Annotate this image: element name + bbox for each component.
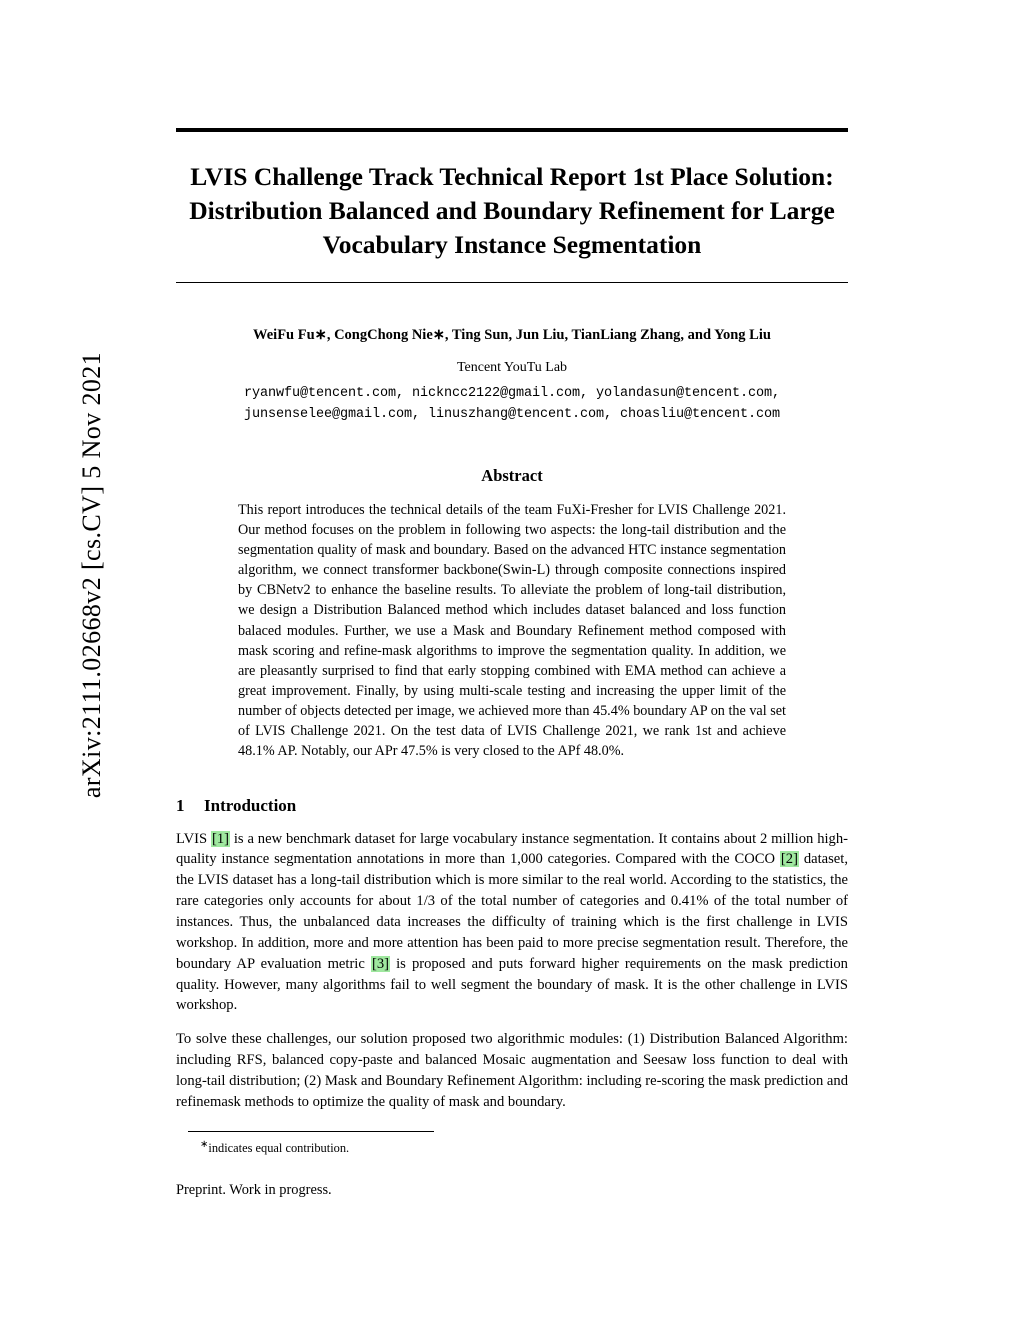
email-block xyxy=(176,384,848,426)
page-title: LVIS Challenge Track Technical Report 1st Place Solution: Distribution Balanced and Boundary Refinement for Large Vocabulary Instance Segmentation xyxy=(189,162,835,259)
citation-link-1[interactable]: [1] xyxy=(211,830,229,847)
email-line-2: junsenselee@gmail.com, linuszhang@tencent.com, choasliu@tencent.com xyxy=(243,406,781,422)
section-heading-introduction xyxy=(176,796,848,816)
arxiv-stamp: arXiv:2111.02668v2 [cs.CV] 5 Nov 2021 xyxy=(77,351,106,799)
title-rule-thin xyxy=(176,282,848,283)
email-line-1: ryanwfu@tencent.com, nickncc2122@gmail.com, yolandasun@tencent.com, xyxy=(243,385,781,401)
intro-paragraph-1 xyxy=(176,829,848,1017)
intro-p1-part-b: is a new benchmark dataset for large vocabulary instance segmentation. It contains about 2 million high-quality instance segmentation annotations in more than 1,000 categories. Compared with the COCO xyxy=(176,830,848,868)
preprint-note: Preprint. Work in progress. xyxy=(176,1181,332,1198)
footnote-separator xyxy=(188,1131,434,1132)
footnote-marker: ∗ xyxy=(200,1138,209,1150)
author-list: WeiFu Fu∗, CongChong Nie∗, Ting Sun, Jun Liu, TianLiang Zhang, and Yong Liu xyxy=(253,326,771,343)
intro-p1-part-d: is proposed and puts forward higher requirements on the mask prediction quality. However, many algorithms fail to well segment the boundary of mask. It is the other challenge in LVIS workshop. xyxy=(176,955,848,1014)
citation-link-2[interactable]: [2] xyxy=(780,851,798,868)
section-number: 1 xyxy=(176,795,185,815)
intro-p1-part-c: dataset, the LVIS dataset has a long-tail distribution which is more similar to the real world. According to the statistics, the rare categories only accounts for about 1/3 of the total number of categories and 0.41% of the total number of instances. Thus, the unbalanced data increases the difficulty of training which is the first challenge in LVIS workshop. In addition, more and more attention has been paid to more precise segmentation result. Therefore, the boundary AP evaluation metric xyxy=(176,851,848,972)
citation-link-3[interactable]: [3] xyxy=(371,955,389,972)
intro-p1-part-a: LVIS xyxy=(176,830,211,847)
section-title: Introduction xyxy=(204,795,297,815)
footnote-text: indicates equal contribution. xyxy=(208,1140,350,1155)
top-rule-thick xyxy=(176,128,848,132)
footnote-equal-contribution xyxy=(200,1139,848,1156)
intro-paragraph-2: To solve these challenges, our solution proposed two algorithmic modules: (1) Distribution Balanced Algorithm: including RFS, balanced copy-paste and balanced Mosaic augmentation and Seesaw loss function to deal with long-tail distribution; (2) Mask and Boundary Refinement Algorithm: including re-scoring the mask prediction and refinemask methods to optimize the quality of mask and boundary. xyxy=(176,1031,848,1110)
paper-content xyxy=(176,0,848,1199)
affiliation: Tencent YouTu Lab xyxy=(456,359,568,375)
abstract-heading: Abstract xyxy=(481,465,543,485)
abstract-text: This report introduces the technical details of the team FuXi-Fresher for LVIS Challenge 2021. Our method focuses on the problem in following two aspects: the long-tail distribution and the segmentation quality of mask and boundary. Based on the advanced HTC instance segmentation algorithm, we connect transformer backbone(Swin-L) through composite connections inspired by CBNetv2 to enhance the baseline results. To alleviate the problem of long-tail distribution, we design a Distribution Balanced method which includes dataset balanced and loss function balaced modules. Further, we use a Mask and Boundary Refinement method composed with mask scoring and refine-mask algorithms to improve the segmentation quality. In addition, we are pleasantly surprised to find that early stopping combined with EMA method can achieve a great improvement. Finally, by using multi-scale testing and increasing the upper limit of the number of objects detected per image, we achieved more than 45.4% boundary AP on the val set of LVIS Challenge 2021. On the test data of LVIS Challenge 2021, we rank 1st and achieve 48.1% AP. Notably, our APr 47.5% is very closed to the APf 48.0%. xyxy=(238,501,786,760)
